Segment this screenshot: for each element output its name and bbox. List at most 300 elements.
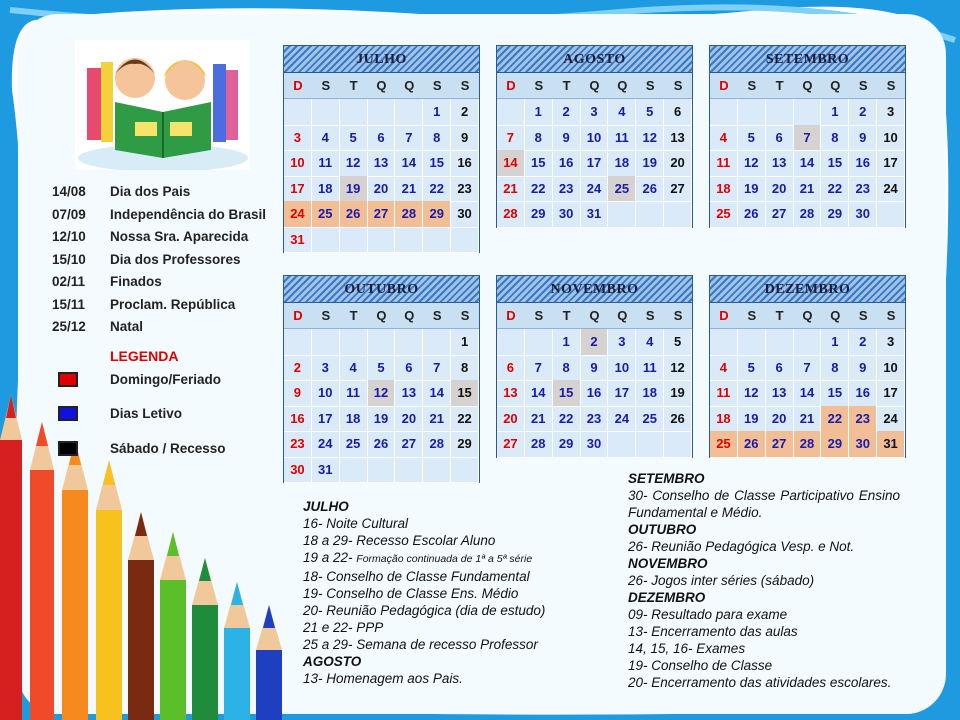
note-item <box>628 487 900 521</box>
day-cell: 8 <box>553 355 581 382</box>
day-cell: 2 <box>553 99 581 126</box>
holiday-date: 12/10 <box>52 229 86 244</box>
day-cell: 12 <box>636 125 664 152</box>
month-agosto <box>496 45 693 228</box>
month-title: SETEMBRO <box>710 46 905 73</box>
day-cell: 16 <box>451 150 479 177</box>
weekday-label: S <box>321 78 331 93</box>
day-cell <box>340 329 368 356</box>
day-cell: 2 <box>451 99 479 126</box>
day-cell: 22 <box>525 176 553 203</box>
weekday-label: S <box>858 78 868 93</box>
weekday-label: Q <box>404 78 415 93</box>
day-cell: 6 <box>395 355 423 382</box>
day-cell: 20 <box>395 406 423 433</box>
day-cell: 14 <box>794 380 822 407</box>
weekday-label: Q <box>617 78 628 93</box>
day-cell: 10 <box>581 125 609 152</box>
day-cell: 24 <box>877 406 905 433</box>
weekday-label: Q <box>830 308 841 323</box>
notes-heading <box>628 555 900 572</box>
day-cell: 22 <box>451 406 479 433</box>
note-text: 26- Jogos inter séries (sábado) <box>628 573 815 588</box>
holiday-list <box>52 184 266 342</box>
day-cell <box>368 99 396 126</box>
weekday-label: S <box>534 78 544 93</box>
note-text: 13- Encerramento das aulas <box>628 624 798 639</box>
holiday-row <box>52 229 266 252</box>
weekday-label: S <box>432 308 442 323</box>
note-item <box>628 572 900 589</box>
day-cell: 3 <box>877 99 905 126</box>
day-cell: 25 <box>608 176 636 203</box>
weekday-label: D <box>293 78 303 93</box>
day-cell: 9 <box>581 355 609 382</box>
week-row <box>497 150 692 176</box>
weekday-label: Q <box>376 78 387 93</box>
day-cell: 1 <box>525 99 553 126</box>
note-text: 14, 15, 16- Exames <box>628 641 746 656</box>
day-cell: 16 <box>849 150 877 177</box>
day-cell: 5 <box>368 355 396 382</box>
week-row <box>710 431 905 457</box>
day-cell: 9 <box>553 125 581 152</box>
note-text: 18 a 29- Recesso Escolar Aluno <box>303 533 496 548</box>
weekday-label: S <box>858 308 868 323</box>
day-cell: 25 <box>636 406 664 433</box>
month-dezembro <box>709 275 906 458</box>
day-cell: 20 <box>664 150 692 177</box>
weekday-label: S <box>645 308 655 323</box>
weekday-label: D <box>506 308 516 323</box>
day-cell: 24 <box>877 176 905 203</box>
week-row <box>497 201 692 227</box>
day-cell: 29 <box>821 201 849 228</box>
day-cell: 31 <box>877 431 905 458</box>
day-cell: 25 <box>312 201 340 228</box>
day-cell: 4 <box>608 99 636 126</box>
weekday-label: Q <box>589 78 600 93</box>
day-cell: 7 <box>794 125 822 152</box>
day-cell <box>664 431 692 458</box>
day-cell <box>608 201 636 228</box>
day-cell: 24 <box>581 176 609 203</box>
day-cell <box>423 329 451 356</box>
day-cell <box>877 201 905 228</box>
day-cell: 8 <box>451 355 479 382</box>
week-row <box>710 201 905 227</box>
holiday-label: Finados <box>110 274 162 289</box>
day-cell <box>766 99 794 126</box>
day-cell: 9 <box>849 355 877 382</box>
weekday-label: Q <box>830 78 841 93</box>
weekday-label: Q <box>376 308 387 323</box>
week-row <box>710 355 905 381</box>
day-cell: 14 <box>395 150 423 177</box>
day-cell <box>525 329 553 356</box>
day-cell: 10 <box>284 150 312 177</box>
week-row <box>284 457 479 483</box>
note-text: 13- Homenagem aos Pais. <box>303 671 463 686</box>
holiday-label: Dia dos Professores <box>110 251 241 267</box>
week-row <box>710 406 905 432</box>
day-cell: 3 <box>608 329 636 356</box>
day-cell: 23 <box>451 176 479 203</box>
note-text: SETEMBRO <box>628 471 705 486</box>
day-cell <box>340 457 368 484</box>
day-cell: 10 <box>877 125 905 152</box>
day-cell: 7 <box>423 355 451 382</box>
day-cell: 26 <box>340 201 368 228</box>
holiday-label: Proclam. República <box>110 296 236 312</box>
weekday-header <box>497 73 692 99</box>
day-cell: 17 <box>581 150 609 177</box>
notes-heading <box>628 521 900 538</box>
note-text-small: Formação continuada de 1ª a 5ª série <box>356 553 533 565</box>
holiday-row <box>52 184 266 207</box>
day-cell: 2 <box>581 329 609 356</box>
day-cell: 19 <box>368 406 396 433</box>
day-cell: 9 <box>849 125 877 152</box>
day-cell: 6 <box>497 355 525 382</box>
day-cell: 22 <box>821 176 849 203</box>
day-cell <box>312 99 340 126</box>
note-text: 16- Noite Cultural <box>303 516 409 531</box>
day-cell <box>451 457 479 484</box>
day-cell: 15 <box>525 150 553 177</box>
day-cell: 5 <box>738 355 766 382</box>
notes-heading <box>303 498 603 515</box>
day-cell: 4 <box>312 125 340 152</box>
note-text: 26- Reunião Pedagógica Vesp. e Not. <box>628 539 855 554</box>
blue-swatch <box>58 406 78 421</box>
week-row <box>710 380 905 406</box>
note-item <box>303 549 603 568</box>
holiday-label: Nossa Sra. Aparecida <box>110 229 249 244</box>
day-cell: 8 <box>423 125 451 152</box>
day-cell: 27 <box>368 201 396 228</box>
day-cell: 11 <box>312 150 340 177</box>
holiday-date: 15/11 <box>52 296 86 312</box>
day-cell: 27 <box>664 176 692 203</box>
day-cell: 3 <box>284 125 312 152</box>
day-cell: 16 <box>581 380 609 407</box>
weekday-label: S <box>534 308 544 323</box>
notes-july-august <box>303 498 603 687</box>
note-text: 09- Resultado para exame <box>628 607 788 622</box>
day-cell: 13 <box>368 150 396 177</box>
week-row <box>710 329 905 355</box>
day-cell: 14 <box>794 150 822 177</box>
weekday-label: S <box>460 78 470 93</box>
note-text: 21 e 22- PPP <box>303 620 384 635</box>
weekday-label: S <box>673 308 683 323</box>
weekday-label: S <box>673 78 683 93</box>
note-text: AGOSTO <box>303 654 362 669</box>
week-row <box>284 380 479 406</box>
day-cell: 30 <box>849 431 877 458</box>
weekday-label: S <box>886 78 896 93</box>
day-cell: 18 <box>608 150 636 177</box>
day-cell <box>368 457 396 484</box>
day-cell: 24 <box>284 201 312 228</box>
day-cell <box>664 201 692 228</box>
legend-label: Sábado / Recesso <box>110 441 226 456</box>
day-cell: 15 <box>451 380 479 407</box>
note-item <box>628 623 900 640</box>
weekday-label: T <box>562 308 571 323</box>
day-cell: 8 <box>821 355 849 382</box>
day-cell <box>636 431 664 458</box>
day-cell: 3 <box>877 329 905 356</box>
day-cell: 11 <box>340 380 368 407</box>
note-text: 18- Conselho de Classe Fundamental <box>303 569 530 584</box>
day-cell: 16 <box>553 150 581 177</box>
holiday-date: 14/08 <box>52 184 86 199</box>
day-cell: 12 <box>664 355 692 382</box>
day-cell: 6 <box>368 125 396 152</box>
day-cell <box>395 227 423 254</box>
weekday-label: Q <box>404 308 415 323</box>
week-row <box>284 431 479 457</box>
holiday-label: Natal <box>110 319 144 334</box>
holiday-row <box>52 207 266 230</box>
note-text: 19- Conselho de Classe Ens. Médio <box>303 586 519 601</box>
weekday-label: D <box>506 78 516 93</box>
week-row <box>284 99 479 125</box>
day-cell: 1 <box>451 329 479 356</box>
day-cell: 4 <box>710 355 738 382</box>
day-cell: 27 <box>395 431 423 458</box>
day-cell: 27 <box>766 431 794 458</box>
day-cell: 1 <box>821 329 849 356</box>
day-cell: 25 <box>710 201 738 228</box>
day-cell: 3 <box>581 99 609 126</box>
day-cell: 2 <box>284 355 312 382</box>
day-cell <box>497 329 525 356</box>
week-row <box>710 99 905 125</box>
day-cell: 26 <box>368 431 396 458</box>
day-cell: 28 <box>423 431 451 458</box>
day-cell: 11 <box>710 150 738 177</box>
day-cell: 25 <box>710 431 738 458</box>
day-cell <box>794 329 822 356</box>
week-row <box>710 150 905 176</box>
note-item <box>628 606 900 623</box>
month-julho <box>283 45 480 253</box>
day-cell <box>710 329 738 356</box>
day-cell <box>497 99 525 126</box>
day-cell: 23 <box>581 406 609 433</box>
day-cell: 16 <box>284 406 312 433</box>
day-cell: 17 <box>284 176 312 203</box>
day-cell: 12 <box>340 150 368 177</box>
weekday-label: S <box>460 308 470 323</box>
weekday-header <box>284 303 479 329</box>
day-cell: 8 <box>525 125 553 152</box>
month-title: DEZEMBRO <box>710 276 905 303</box>
day-cell: 13 <box>395 380 423 407</box>
note-text: 20- Reunião Pedagógica (dia de estudo) <box>303 603 546 618</box>
day-cell: 2 <box>849 329 877 356</box>
day-cell: 5 <box>664 329 692 356</box>
day-cell: 8 <box>821 125 849 152</box>
legend-label: Dias Letivo <box>110 406 183 421</box>
day-cell: 10 <box>608 355 636 382</box>
weekday-label: S <box>886 308 896 323</box>
week-row <box>497 329 692 355</box>
week-row <box>497 176 692 202</box>
day-cell: 17 <box>608 380 636 407</box>
day-cell: 28 <box>525 431 553 458</box>
day-cell: 28 <box>497 201 525 228</box>
day-cell: 13 <box>664 125 692 152</box>
day-cell: 6 <box>664 99 692 126</box>
day-cell: 13 <box>766 150 794 177</box>
note-item <box>628 640 900 657</box>
day-cell: 18 <box>636 380 664 407</box>
day-cell: 12 <box>368 380 396 407</box>
day-cell <box>738 99 766 126</box>
day-cell: 31 <box>581 201 609 228</box>
holiday-date: 02/11 <box>52 274 86 289</box>
weekday-label: D <box>293 308 303 323</box>
month-novembro <box>496 275 693 458</box>
day-cell: 15 <box>821 150 849 177</box>
day-cell: 30 <box>284 457 312 484</box>
day-cell: 29 <box>525 201 553 228</box>
week-row <box>284 355 479 381</box>
weekday-header <box>284 73 479 99</box>
note-item <box>628 538 900 555</box>
note-text: 20- Encerramento das atividades escolares. <box>628 675 892 690</box>
note-text: NOVEMBRO <box>628 556 708 571</box>
red-swatch <box>58 372 78 387</box>
day-cell <box>340 227 368 254</box>
day-cell: 12 <box>738 380 766 407</box>
day-cell: 22 <box>553 406 581 433</box>
day-cell: 7 <box>525 355 553 382</box>
holiday-label: Dia dos Pais <box>110 184 191 199</box>
day-cell: 26 <box>664 406 692 433</box>
note-item <box>303 636 603 653</box>
week-row <box>497 125 692 151</box>
note-text: 25 a 29- Semana de recesso Professor <box>303 637 538 652</box>
day-cell: 10 <box>877 355 905 382</box>
holiday-row <box>52 274 266 297</box>
day-cell: 10 <box>312 380 340 407</box>
month-title: AGOSTO <box>497 46 692 73</box>
day-cell: 4 <box>340 355 368 382</box>
day-cell: 15 <box>423 150 451 177</box>
month-setembro <box>709 45 906 228</box>
day-cell: 17 <box>877 150 905 177</box>
weekday-label: S <box>747 308 757 323</box>
day-cell: 5 <box>738 125 766 152</box>
day-cell: 1 <box>821 99 849 126</box>
day-cell: 28 <box>794 201 822 228</box>
holiday-date: 07/09 <box>52 206 86 222</box>
day-cell: 30 <box>581 431 609 458</box>
day-cell <box>395 457 423 484</box>
holiday-row <box>52 319 266 342</box>
day-cell: 18 <box>710 406 738 433</box>
note-item <box>303 602 603 619</box>
weekday-label: T <box>775 308 784 323</box>
week-row <box>710 176 905 202</box>
note-item <box>303 515 603 532</box>
day-cell: 21 <box>794 406 822 433</box>
day-cell: 6 <box>766 355 794 382</box>
day-cell <box>423 457 451 484</box>
weekday-label: T <box>349 308 358 323</box>
day-cell: 11 <box>608 125 636 152</box>
day-cell: 30 <box>553 201 581 228</box>
weekday-header <box>710 73 905 99</box>
day-cell: 15 <box>821 380 849 407</box>
notes-heading <box>303 653 603 670</box>
week-row <box>497 99 692 125</box>
day-cell: 26 <box>738 431 766 458</box>
day-cell: 24 <box>608 406 636 433</box>
legend-title: LEGENDA <box>110 348 179 364</box>
day-cell: 14 <box>525 380 553 407</box>
legend-item-saturday <box>58 441 226 456</box>
day-cell: 18 <box>340 406 368 433</box>
day-cell: 21 <box>395 176 423 203</box>
day-cell: 27 <box>766 201 794 228</box>
day-cell: 13 <box>766 380 794 407</box>
weekday-header <box>497 303 692 329</box>
day-cell <box>423 227 451 254</box>
day-cell: 7 <box>794 355 822 382</box>
weekday-label: T <box>349 78 358 93</box>
day-cell: 28 <box>794 431 822 458</box>
day-cell <box>368 329 396 356</box>
day-cell: 22 <box>821 406 849 433</box>
day-cell <box>794 99 822 126</box>
note-item <box>628 657 900 674</box>
day-cell: 23 <box>849 176 877 203</box>
weekday-label: D <box>719 308 729 323</box>
notes-heading <box>628 589 900 606</box>
week-row <box>284 227 479 253</box>
weekday-label: T <box>562 78 571 93</box>
week-row <box>284 125 479 151</box>
note-text: OUTUBRO <box>628 522 697 537</box>
holiday-date: 15/10 <box>52 251 86 267</box>
day-cell: 23 <box>284 431 312 458</box>
day-cell: 18 <box>710 176 738 203</box>
day-cell: 15 <box>553 380 581 407</box>
note-text: DEZEMBRO <box>628 590 706 605</box>
day-cell <box>368 227 396 254</box>
notes-heading <box>628 470 900 487</box>
day-cell <box>284 99 312 126</box>
month-title: JULHO <box>284 46 479 73</box>
day-cell: 16 <box>849 380 877 407</box>
day-cell: 11 <box>710 380 738 407</box>
note-text: JULHO <box>303 499 349 514</box>
day-cell: 1 <box>423 99 451 126</box>
day-cell <box>710 99 738 126</box>
day-cell <box>766 329 794 356</box>
day-cell: 1 <box>553 329 581 356</box>
day-cell <box>284 329 312 356</box>
colored-pencils-illustration <box>0 380 300 720</box>
day-cell: 30 <box>451 201 479 228</box>
week-row <box>497 431 692 457</box>
